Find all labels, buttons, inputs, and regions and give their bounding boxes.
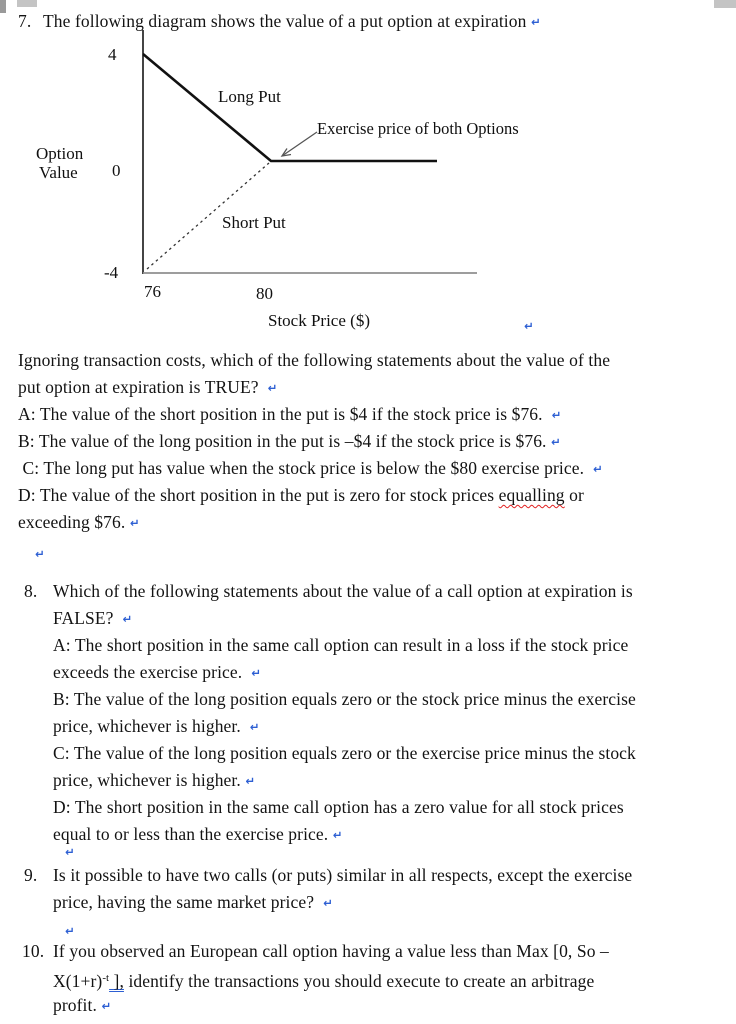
put-option-diagram: [0, 0, 736, 345]
text-line: [53, 740, 636, 767]
text-segment: exceeds the exercise price.: [53, 662, 252, 682]
text-line: [24, 578, 633, 605]
text-line: [53, 686, 636, 713]
text-segment: price, whichever is higher.: [53, 716, 250, 736]
text-line: [53, 889, 333, 916]
annotation-arrow: [282, 132, 317, 156]
paragraph-mark-icon: ↵: [551, 435, 561, 449]
text-segment: Ignoring transaction costs, which of the following statements about the value of the: [18, 350, 611, 370]
paragraph-mark-icon: ↵: [323, 896, 333, 910]
paragraph-mark-icon: ↵: [122, 612, 133, 626]
paragraph-mark-icon: ↵: [267, 381, 278, 395]
text-segment: D: The short position in the same call option has a zero value for all stock prices: [53, 797, 624, 817]
text-segment: A: The short position in the same call option can result in a loss if the stock price: [53, 635, 629, 655]
paragraph-mark-icon: ↵: [251, 666, 261, 680]
text-line: [18, 509, 140, 536]
text-line: [53, 605, 132, 632]
long-put-label: Long Put: [218, 87, 281, 106]
text-segment: A: The value of the short position in the put is $4 if the stock price is $76.: [18, 404, 552, 424]
paragraph-mark-icon: ↵: [65, 924, 75, 938]
y-axis-label: Option: [36, 144, 84, 163]
text-line: [53, 632, 628, 659]
x-axis-label: Stock Price ($): [268, 311, 370, 330]
text-segment: D: The value of the short position in the put is zero for stock prices: [18, 485, 499, 505]
text-segment: If you observed an European call option having a value less than Max [0, So –: [53, 941, 609, 961]
text-line: [18, 482, 584, 509]
text-segment: put option at expiration is TRUE?: [18, 377, 268, 397]
superscript-exponent: -t: [102, 972, 110, 984]
paragraph-mark-icon: ↵: [101, 999, 112, 1013]
text-segment: The following diagram shows the value of a put option at expiration: [43, 11, 531, 31]
text-line: [18, 347, 610, 374]
x-tick-80: 80: [256, 284, 273, 303]
y-tick-0: 0: [112, 161, 121, 180]
paragraph-mark-icon: ↵: [524, 319, 534, 333]
paragraph-mark-icon: ↵: [65, 845, 75, 859]
text-line: [53, 713, 260, 740]
text-segment: C: The long put has value when the stock price is below the $80 exercise price.: [18, 458, 594, 478]
text-line: [65, 838, 75, 865]
text-segment: Which of the following statements about the value of a call option at expiration is: [53, 581, 633, 601]
paragraph-mark-icon: ↵: [551, 408, 562, 422]
text-line: [53, 767, 255, 794]
text-line: [53, 794, 624, 821]
text-segment: FALSE?: [53, 608, 123, 628]
paragraph-mark-icon: ↵: [332, 828, 343, 842]
text-line: [18, 455, 603, 482]
x-tick-76: 76: [144, 282, 161, 301]
text-segment: B: The value of the long position equals zero or the stock price minus the exercise: [53, 689, 636, 709]
text-segment: exceeding $76.: [18, 512, 130, 532]
text-segment: X(1+r): [53, 971, 103, 991]
short-put-label: Short Put: [222, 213, 286, 232]
paragraph-mark-icon: ↵: [129, 516, 140, 530]
text-segment: or: [564, 485, 584, 505]
text-segment: equal to or less than the exercise price.: [53, 824, 333, 844]
text-segment: identify the transactions you should execute to create an arbitrage: [123, 971, 595, 991]
text-segment: price, having the same market price?: [53, 892, 324, 912]
misspelled-word: equalling: [498, 485, 565, 505]
text-line: [53, 965, 594, 992]
paragraph-mark-icon: ↵: [593, 462, 603, 476]
text-segment: price, whichever is higher.: [53, 770, 246, 790]
text-segment: C: The value of the long position equals zero or the exercise price minus the stock: [53, 743, 636, 763]
y-tick-neg4: -4: [104, 263, 119, 282]
paragraph-mark-icon: ↵: [530, 15, 541, 29]
long-put-line: [143, 54, 437, 161]
paragraph-mark-icon: ↵: [245, 774, 256, 788]
paragraph-mark-icon: ↵: [249, 720, 260, 734]
question-number: 8.: [24, 581, 38, 601]
text-line: [35, 540, 45, 567]
text-line: [24, 862, 632, 889]
paragraph-mark-icon: ↵: [35, 547, 45, 561]
text-line: [18, 8, 541, 35]
y-tick-4: 4: [108, 45, 117, 64]
text-line: [22, 938, 609, 965]
question-number: 7.: [18, 11, 32, 31]
text-line: [53, 992, 111, 1019]
text-line: [18, 401, 561, 428]
text-line: [18, 428, 561, 455]
y-axis-label-2: Value: [39, 163, 78, 182]
text-line: [53, 821, 342, 848]
text-line: [18, 374, 277, 401]
text-segment: B: The value of the long position in the put is –$4 if the stock price is $76.: [18, 431, 551, 451]
text-segment: Is it possible to have two calls (or puts) similar in all respects, except the exercise: [53, 865, 633, 885]
text-segment: profit.: [53, 995, 102, 1015]
question-number: 9.: [24, 865, 38, 885]
exercise-price-annotation: Exercise price of both Options: [317, 119, 519, 138]
text-line: [53, 659, 261, 686]
grammar-flagged-text: ],: [109, 971, 124, 991]
question-number: 10.: [22, 941, 45, 961]
